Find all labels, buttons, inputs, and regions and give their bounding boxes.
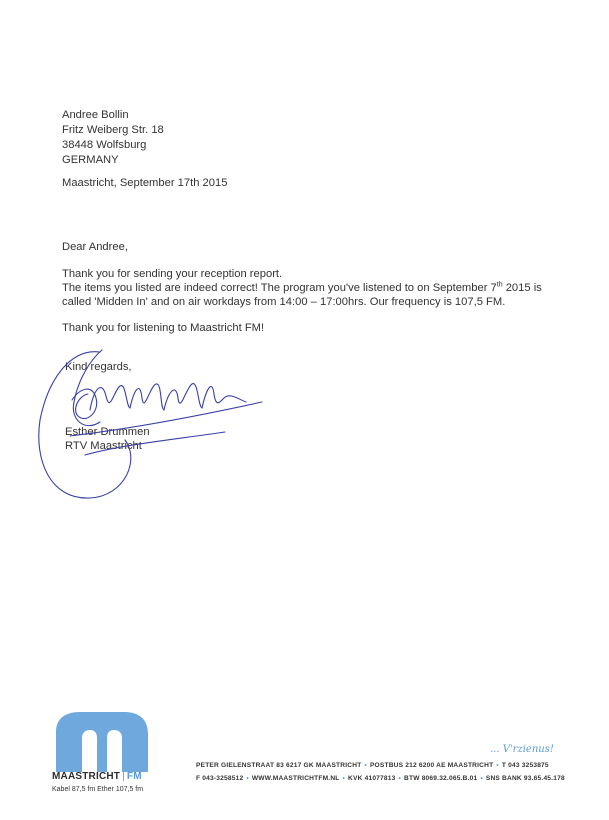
footer-kvk: KVK 41077813 [348, 775, 396, 782]
recipient-city: 38448 Wolfsburg [62, 139, 147, 151]
footer-postbus: POSTBUS 212 6200 AE MAASTRICHT [369, 762, 494, 769]
brand-separator: | [122, 771, 125, 782]
footer-line-1 [196, 762, 549, 769]
frequency-info: Kabel 87,5 fm Ether 107,5 fm [52, 786, 144, 793]
greeting: Dear Andree, [62, 241, 128, 253]
recipient-address [62, 108, 164, 168]
recipient-name: Andree Bollin [62, 109, 129, 121]
slogan: ... V'rzienus! [490, 744, 554, 755]
body-line-2-superscript: th [496, 281, 503, 289]
closing-regards: Kind regards, [65, 361, 132, 373]
signer-name: Esther Drummen [65, 426, 150, 438]
recipient-country: GERMANY [62, 154, 119, 166]
footer-line-2 [196, 775, 565, 782]
footer-dot: • [342, 775, 346, 782]
brand-name-suffix: FM [126, 771, 142, 782]
footer-address: PETER GIELENSTRAAT 83 6217 GK MAASTRICHT [196, 762, 362, 769]
body-line-2 [62, 281, 542, 296]
footer-fax: F 043-3258512 [196, 775, 244, 782]
footer-phone: T 043 3253875 [501, 762, 549, 769]
signer-organization: RTV Maastricht [65, 440, 142, 452]
brand-name-main: MAASTRICHT [52, 771, 121, 782]
body-line-2-before: The items you listed are indeed correct! The program you've listened to on September 7 [62, 282, 497, 294]
footer-dot: • [246, 775, 249, 782]
dateline: Maastricht, September 17th 2015 [62, 177, 228, 189]
footer-dot: • [480, 775, 483, 782]
footer-btw: BTW 8069.32.065.B.01 [404, 775, 478, 782]
body-line-3: called 'Midden In' and on air workdays from 14:00 – 17:00hrs. Our frequency is 107,5 FM. [62, 296, 506, 308]
body-line-1: Thank you for sending your reception report. [62, 268, 283, 280]
footer-dot: • [398, 775, 402, 782]
thanks-line: Thank you for listening to Maastricht FM! [62, 322, 265, 334]
footer-bank: SNS BANK 93.65.45.178 [485, 775, 565, 782]
brand-name [52, 771, 142, 782]
handwritten-signature [30, 340, 270, 510]
footer-website: WWW.MAASTRICHTFM.NL [251, 775, 340, 782]
body-line-2-after: 2015 is [502, 282, 542, 294]
recipient-street: Fritz Weiberg Str. 18 [62, 124, 164, 136]
footer-dot: • [496, 762, 499, 769]
footer-dot: • [364, 762, 367, 769]
maastricht-fm-logo-icon [52, 712, 152, 772]
